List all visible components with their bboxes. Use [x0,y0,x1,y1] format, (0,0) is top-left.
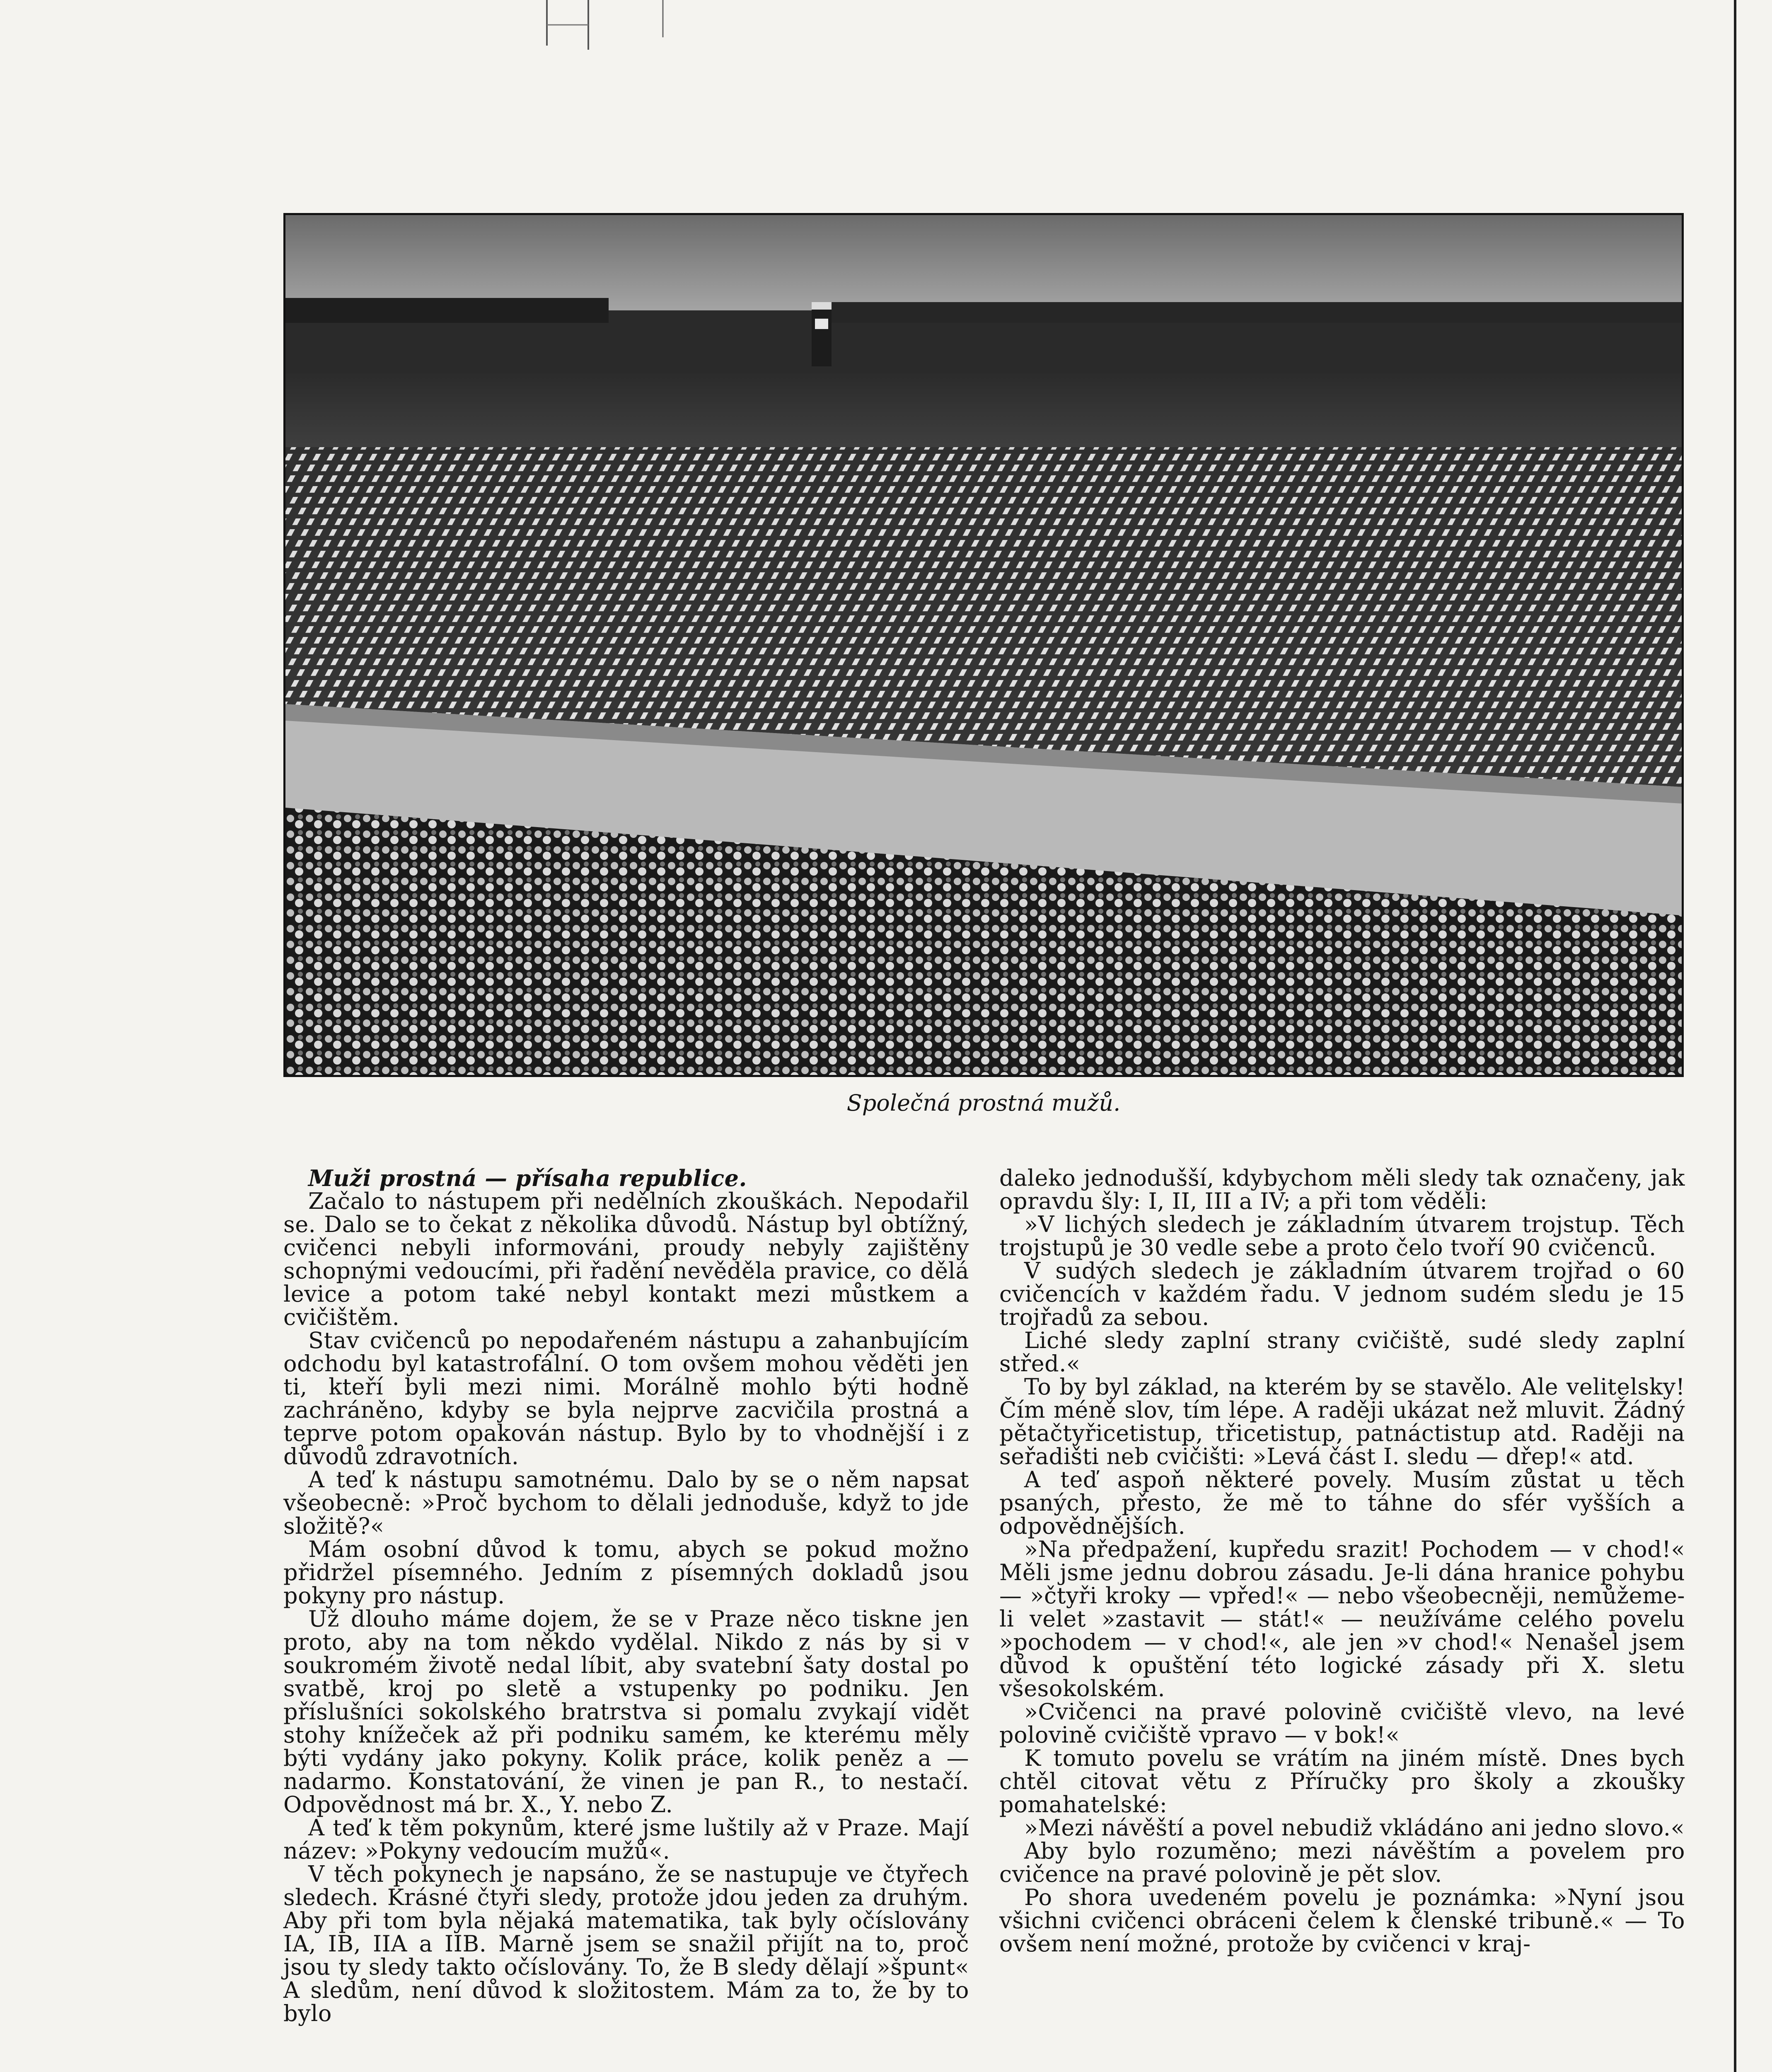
paragraph: »V lichých sledech je základním útvarem trojstup. Těch trojstupů je 30 vedle sebe a proto čelo tvoří 90 cvičenců. [999,1211,1685,1261]
stadium-photo [283,213,1684,1077]
page-fold-marks [447,0,717,62]
article-column-left [283,1167,969,2025]
paragraph: Aby bylo rozuměno; mezi návěštím a povelem pro cvičence na pravé polovině je pět slov. [999,1838,1685,1887]
paragraph: Stav cvičenců po nepodařeném nástupu a zahanbujícím odchodu byl katastrofální. O tom ovšem mohou věděti jen ti, kteří byli mezi nimi. Morálně mohlo býti hodně zachráněno, kdyby se byla nejprve zacvičila prostná a teprve potom opakován nástup. Bylo by to vhodnější i z důvodů zdravotních. [283,1327,969,1469]
paragraph: Po shora uvedeném povelu je poznámka: »Nyní jsou všichni cvičenci obráceni čelem k členské tribuně.« — To ovšem není možné, protože by cvičenci v kraj- [999,1884,1685,1957]
paragraph: »Cvičenci na pravé polovině cvičiště vlevo, na levé polovině cvičiště vpravo — v bok!« [999,1699,1685,1748]
paragraph: Mám osobní důvod k tomu, abych se pokud možno přidržel písemného. Jedním z písemných dokladů jsou pokyny pro nástup. [283,1536,969,1609]
paragraph: A teď k těm pokynům, které jsme luštily až v Praze. Mají název: »Pokyny vedoucím mužů«. [283,1815,969,1864]
paragraph: Začalo to nástupem při nedělních zkouškách. Nepodařil se. Dalo se to čekat z několika důvodů. Nástup byl obtížný, cvičenci nebyli informováni, proudy nebyly zajištěny schopnými vedoucími, při řadění nevěděla pravice, co dělá levice a potom také nebyl kontakt mezi můstkem a cvičištěm. [283,1188,969,1330]
paragraph: A teď k nástupu samotnému. Dalo by se o něm napsat všeobecně: »Proč bychom to dělali jednoduše, když to jde složitě?« [283,1467,969,1539]
paragraph: A teď aspoň některé povely. Musím zůstat u těch psaných, přesto, že mě to táhne do sfér vyšších a odpovědnějších. [999,1467,1685,1539]
paragraph: daleko jednodušší, kdybychom měli sledy tak označeny, jak opravdu šly: I, II, III a IV; a při tom věděli: [999,1165,1685,1214]
paragraph: Už dlouho máme dojem, že se v Praze něco tiskne jen proto, aby na tom někdo vydělal. Nikdo z nás by si v soukromém životě nedal líbit, aby svatební šaty dostal po svatbě, kroj po sletě a vstupenky po podniku. Jen příslušníci sokolského bratrstva si pomalu zvykají vidět stohy knížeček až při podniku samém, ke kterému měly býti vydány jako pokyny. Kolik práce, kolik peněz a — nadarmo. Konstatování, že vinen je pan R., to nestačí. Odpovědnost má br. X., Y. nebo Z. [283,1606,969,1818]
paragraph: V sudých sledech je základním útvarem trojřad o 60 cvičencích v každém řadu. V jednom sudém sledu je 15 trojřadů za sebou. [999,1258,1685,1330]
article-column-right [999,1167,1685,1956]
section-heading: Muži prostná — přísaha republice. [308,1165,747,1191]
page-edge [1734,0,1736,2072]
paragraph: V těch pokynech je napsáno, že se nastupuje ve čtyřech sledech. Krásné čtyři sledy, protože jdou jeden za druhým. Aby při tom byla nějaká matematika, tak byly očíslovány IA, IB, IIA a IIB. Marně jsem se snažil přijít na to, proč jsou ty sledy takto očíslovány. To, že B sledy dělají »špunt« A sledům, není důvod k složitostem. Mám za to, že by to bylo [283,1861,969,2026]
photo-caption: Společná prostná mužů. [846,1090,1121,1116]
paragraph: K tomuto povelu se vrátím na jiném místě. Dnes bych chtěl citovat větu z Příručky pro školy a zkoušky pomahatelské: [999,1745,1685,1818]
paragraph: »Mezi návěští a povel nebudiž vkládáno ani jedno slovo.« [1024,1815,1685,1841]
paragraph: To by byl základ, na kterém by se stavělo. Ale velitelsky! Čím méně slov, tím lépe. A raději ukázat než mluvit. Žádný pětačtyřicetistup, třicetistup, patnáctistup atd. Raději na seřadišti neb cvičišti: »Levá část I. sledu — dřep!« atd. [999,1374,1685,1469]
paragraph: Liché sledy zaplní strany cvičiště, sudé sledy zaplní střed.« [999,1327,1685,1377]
paragraph: »Na předpažení, kupředu srazit! Pochodem — v chod!« Měli jsme jednu dobrou zásadu. Je-li dána hranice pohybu — »čtyři kroky — vpřed!« — nebo všeobecněji, nemůžeme-li velet »zastavit — stát!« — neužíváme celého povelu »pochodem — v chod!«, ale jen »v chod!« Nenašel jsem důvod k opuštění této logické zásady při X. sletu všesokolském. [999,1536,1685,1702]
